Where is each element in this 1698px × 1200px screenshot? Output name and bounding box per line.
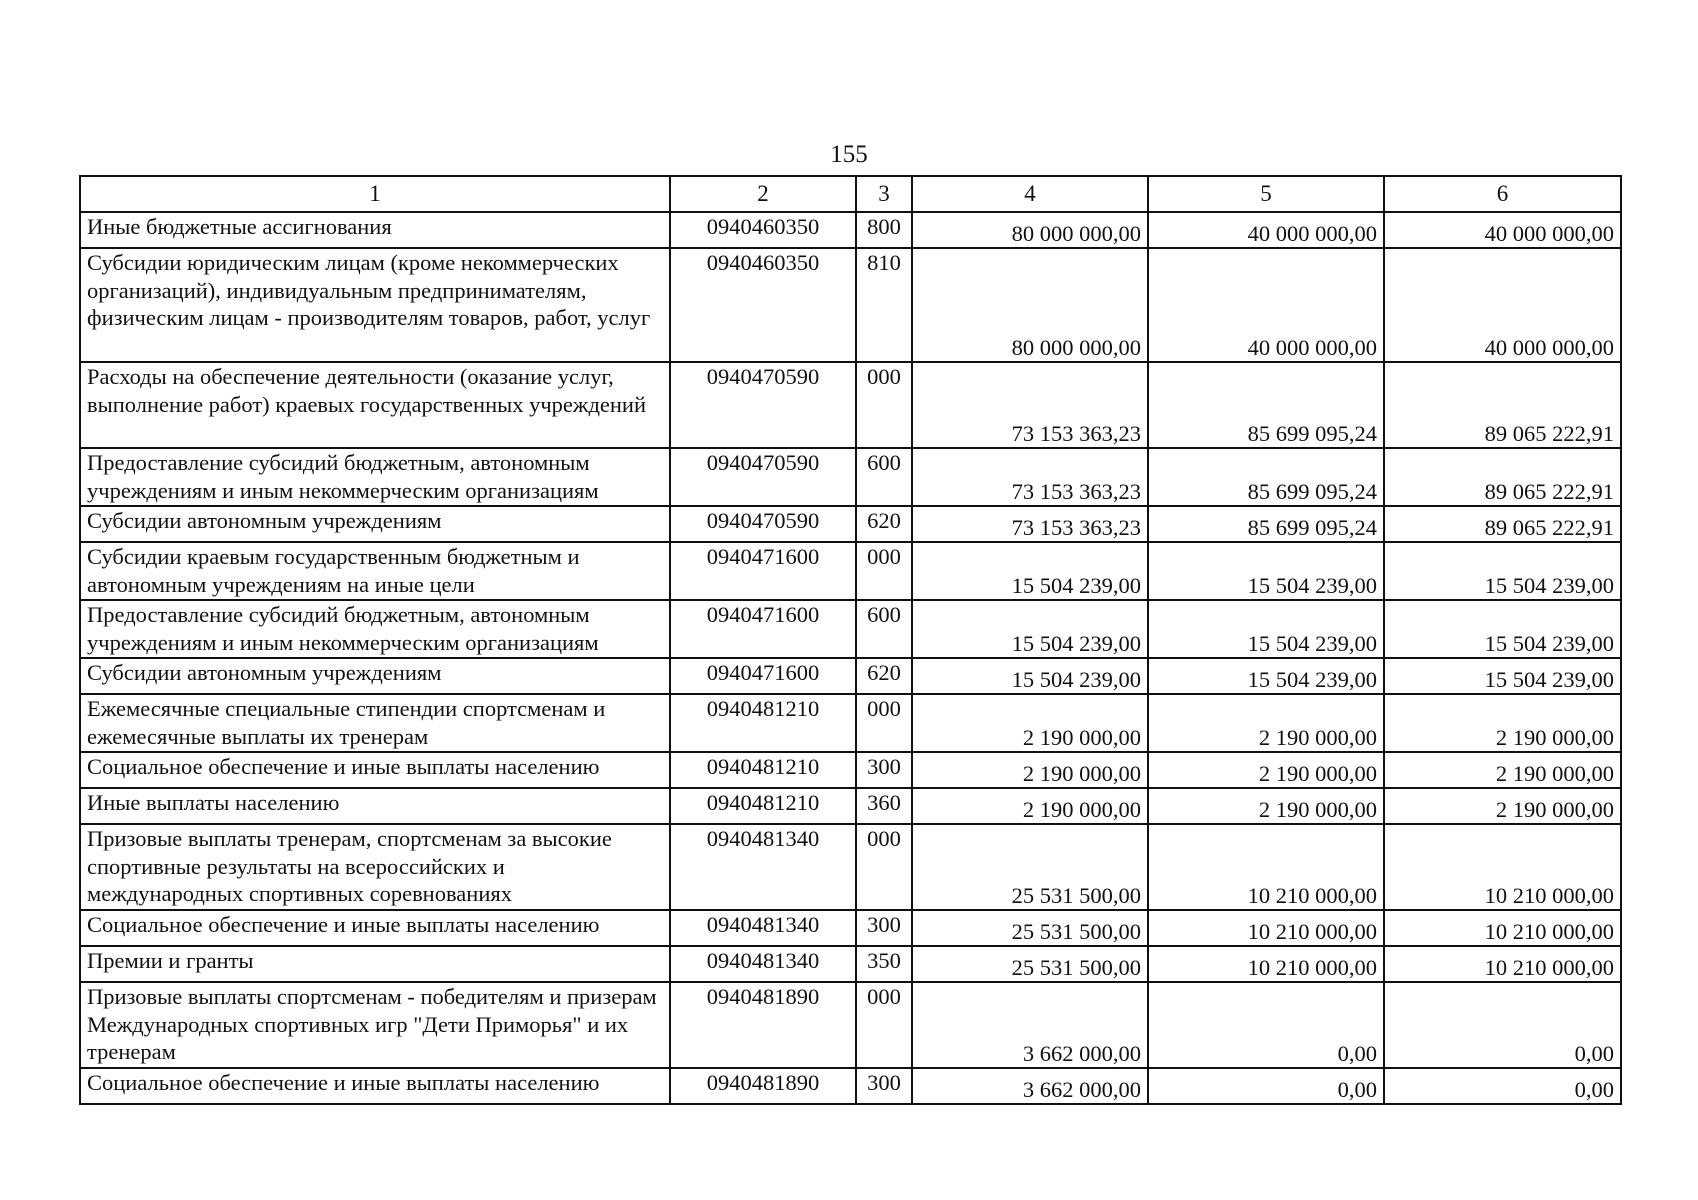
table-row — [80, 600, 1621, 658]
row-value-4: 15 504 239,00 — [912, 600, 1148, 658]
row-value-5: 10 210 000,00 — [1148, 824, 1384, 910]
row-value-4: 25 531 500,00 — [912, 910, 1148, 946]
table-row — [80, 910, 1621, 946]
row-value-4: 73 153 363,23 — [912, 362, 1148, 448]
table-row — [80, 752, 1621, 788]
row-value-6: 2 190 000,00 — [1384, 788, 1621, 824]
row-code: 0940481340 — [670, 910, 856, 946]
row-name: Иные выплаты населению — [80, 788, 670, 824]
row-value-6: 2 190 000,00 — [1384, 694, 1621, 752]
row-code: 0940460350 — [670, 248, 856, 362]
row-value-5: 2 190 000,00 — [1148, 694, 1384, 752]
table-row — [80, 1068, 1621, 1104]
row-name: Предоставление субсидий бюджетным, автономным учреждениям и иным некоммерческим организациям — [80, 600, 670, 658]
row-name: Предоставление субсидий бюджетным, автономным учреждениям и иным некоммерческим организациям — [80, 448, 670, 506]
row-value-4: 2 190 000,00 — [912, 752, 1148, 788]
row-name: Социальное обеспечение и иные выплаты населению — [80, 1068, 670, 1104]
row-type: 000 — [856, 824, 912, 910]
row-name: Субсидии автономным учреждениям — [80, 506, 670, 542]
row-type: 000 — [856, 362, 912, 448]
row-type: 300 — [856, 1068, 912, 1104]
header-cell-5: 5 — [1148, 176, 1384, 212]
row-code: 0940481210 — [670, 694, 856, 752]
row-value-4: 3 662 000,00 — [912, 1068, 1148, 1104]
row-value-6: 2 190 000,00 — [1384, 752, 1621, 788]
row-code: 0940481890 — [670, 982, 856, 1068]
table-row — [80, 946, 1621, 982]
row-value-4: 15 504 239,00 — [912, 542, 1148, 600]
row-name: Социальное обеспечение и иные выплаты населению — [80, 752, 670, 788]
table-row — [80, 448, 1621, 506]
row-value-4: 15 504 239,00 — [912, 658, 1148, 694]
row-type: 620 — [856, 658, 912, 694]
row-value-6: 15 504 239,00 — [1384, 600, 1621, 658]
row-name: Субсидии юридическим лицам (кроме некоммерческих организаций), индивидуальным предпринимателям, физическим лицам - производителям товаров, работ, услуг — [80, 248, 670, 362]
row-value-6: 10 210 000,00 — [1384, 910, 1621, 946]
row-type: 810 — [856, 248, 912, 362]
row-code: 0940470590 — [670, 506, 856, 542]
row-value-5: 40 000 000,00 — [1148, 212, 1384, 248]
row-value-6: 10 210 000,00 — [1384, 824, 1621, 910]
row-value-6: 89 065 222,91 — [1384, 506, 1621, 542]
row-type: 350 — [856, 946, 912, 982]
row-name: Ежемесячные специальные стипендии спортсменам и ежемесячные выплаты их тренерам — [80, 694, 670, 752]
row-name: Социальное обеспечение и иные выплаты населению — [80, 910, 670, 946]
row-code: 0940471600 — [670, 658, 856, 694]
header-cell-6: 6 — [1384, 176, 1621, 212]
row-code: 0940460350 — [670, 212, 856, 248]
row-type: 360 — [856, 788, 912, 824]
table-row — [80, 788, 1621, 824]
row-code: 0940471600 — [670, 600, 856, 658]
table-row — [80, 212, 1621, 248]
table-row — [80, 506, 1621, 542]
header-cell-4: 4 — [912, 176, 1148, 212]
row-name: Расходы на обеспечение деятельности (оказание услуг, выполнение работ) краевых государственных учреждений — [80, 362, 670, 448]
row-name: Субсидии краевым государственным бюджетным и автономным учреждениям на иные цели — [80, 542, 670, 600]
budget-table — [79, 175, 1622, 1105]
row-value-5: 15 504 239,00 — [1148, 542, 1384, 600]
row-code: 0940481210 — [670, 752, 856, 788]
row-value-5: 85 699 095,24 — [1148, 506, 1384, 542]
header-cell-3: 3 — [856, 176, 912, 212]
row-value-5: 85 699 095,24 — [1148, 448, 1384, 506]
row-value-6: 15 504 239,00 — [1384, 542, 1621, 600]
header-cell-1: 1 — [80, 176, 670, 212]
page-number: 155 — [830, 141, 868, 168]
row-type: 000 — [856, 982, 912, 1068]
table-row — [80, 362, 1621, 448]
row-code: 0940481890 — [670, 1068, 856, 1104]
row-type: 300 — [856, 910, 912, 946]
row-value-6: 89 065 222,91 — [1384, 362, 1621, 448]
row-value-4: 73 153 363,23 — [912, 506, 1148, 542]
row-type: 300 — [856, 752, 912, 788]
row-value-6: 10 210 000,00 — [1384, 946, 1621, 982]
row-value-4: 73 153 363,23 — [912, 448, 1148, 506]
row-name: Субсидии автономным учреждениям — [80, 658, 670, 694]
row-value-5: 10 210 000,00 — [1148, 946, 1384, 982]
row-value-6: 40 000 000,00 — [1384, 212, 1621, 248]
row-type: 000 — [856, 542, 912, 600]
table-row — [80, 248, 1621, 362]
row-name: Призовые выплаты тренерам, спортсменам за высокие спортивные результаты на всероссийских и международных спортивных соревнованиях — [80, 824, 670, 910]
row-value-4: 25 531 500,00 — [912, 824, 1148, 910]
header-cell-2: 2 — [670, 176, 856, 212]
row-type: 620 — [856, 506, 912, 542]
row-value-5: 85 699 095,24 — [1148, 362, 1384, 448]
row-value-5: 0,00 — [1148, 1068, 1384, 1104]
row-code: 0940470590 — [670, 448, 856, 506]
row-code: 0940481210 — [670, 788, 856, 824]
row-code: 0940481340 — [670, 824, 856, 910]
row-name: Призовые выплаты спортсменам - победителям и призерам Международных спортивных игр "Дети Приморья" и их тренерам — [80, 982, 670, 1068]
table-row — [80, 542, 1621, 600]
row-value-4: 2 190 000,00 — [912, 694, 1148, 752]
row-value-4: 80 000 000,00 — [912, 248, 1148, 362]
table-row — [80, 658, 1621, 694]
header-row — [80, 176, 1621, 212]
row-value-6: 89 065 222,91 — [1384, 448, 1621, 506]
row-type: 600 — [856, 448, 912, 506]
row-code: 0940481340 — [670, 946, 856, 982]
table-row — [80, 694, 1621, 752]
row-type: 600 — [856, 600, 912, 658]
row-type: 800 — [856, 212, 912, 248]
row-value-4: 2 190 000,00 — [912, 788, 1148, 824]
row-value-6: 15 504 239,00 — [1384, 658, 1621, 694]
row-type: 000 — [856, 694, 912, 752]
table-row — [80, 982, 1621, 1068]
row-value-6: 40 000 000,00 — [1384, 248, 1621, 362]
row-value-5: 0,00 — [1148, 982, 1384, 1068]
row-value-5: 2 190 000,00 — [1148, 752, 1384, 788]
row-value-6: 0,00 — [1384, 1068, 1621, 1104]
row-value-4: 80 000 000,00 — [912, 212, 1148, 248]
row-code: 0940471600 — [670, 542, 856, 600]
row-name: Премии и гранты — [80, 946, 670, 982]
row-value-5: 15 504 239,00 — [1148, 658, 1384, 694]
row-value-5: 10 210 000,00 — [1148, 910, 1384, 946]
row-value-4: 25 531 500,00 — [912, 946, 1148, 982]
row-code: 0940470590 — [670, 362, 856, 448]
row-value-5: 2 190 000,00 — [1148, 788, 1384, 824]
row-value-5: 15 504 239,00 — [1148, 600, 1384, 658]
row-value-5: 40 000 000,00 — [1148, 248, 1384, 362]
row-name: Иные бюджетные ассигнования — [80, 212, 670, 248]
table-row — [80, 824, 1621, 910]
row-value-6: 0,00 — [1384, 982, 1621, 1068]
row-value-4: 3 662 000,00 — [912, 982, 1148, 1068]
